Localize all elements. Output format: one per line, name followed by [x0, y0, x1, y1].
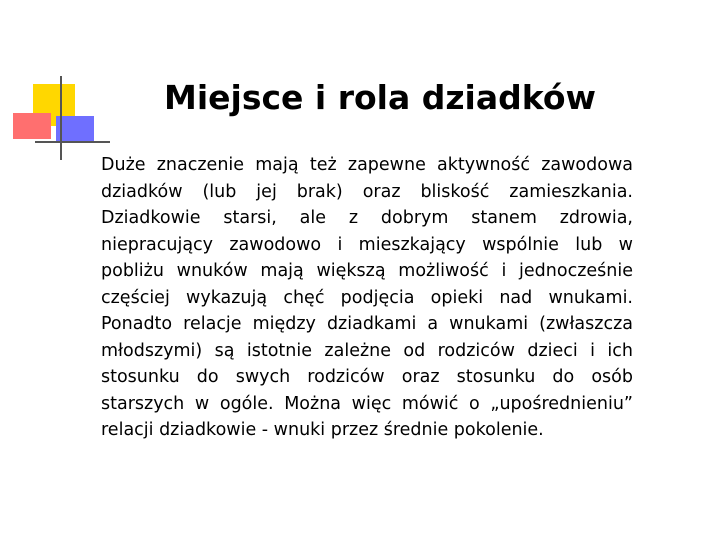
red-square	[13, 113, 51, 139]
slide-title: Miejsce i rola dziadków	[164, 78, 596, 117]
decorative-squares-graphic	[0, 0, 110, 170]
slide-body-text: Duże znaczenie mają też zapewne aktywność zawodowa dziadków (lub jej brak) oraz bliskość zamieszkania. Dziadkowie starsi, ale z dobrym stanem zdrowia, niepracujący zawodowo i mieszkający wspólnie lub w pobliżu wnuków mają większą możliwość i jednocześnie częściej wykazują chęć podjęcia opieki nad wnukami. Ponadto relacje między dziadkami a wnukami (zwłaszcza młodszymi) są istotnie zależne od rodziców dzieci i ich stosunku do swych rodziców oraz stosunku do osób starszych w ogóle. Można więc mówić o „upośrednieniu” relacji dziadkowie - wnuki przez średnie pokolenie.	[101, 155, 633, 440]
